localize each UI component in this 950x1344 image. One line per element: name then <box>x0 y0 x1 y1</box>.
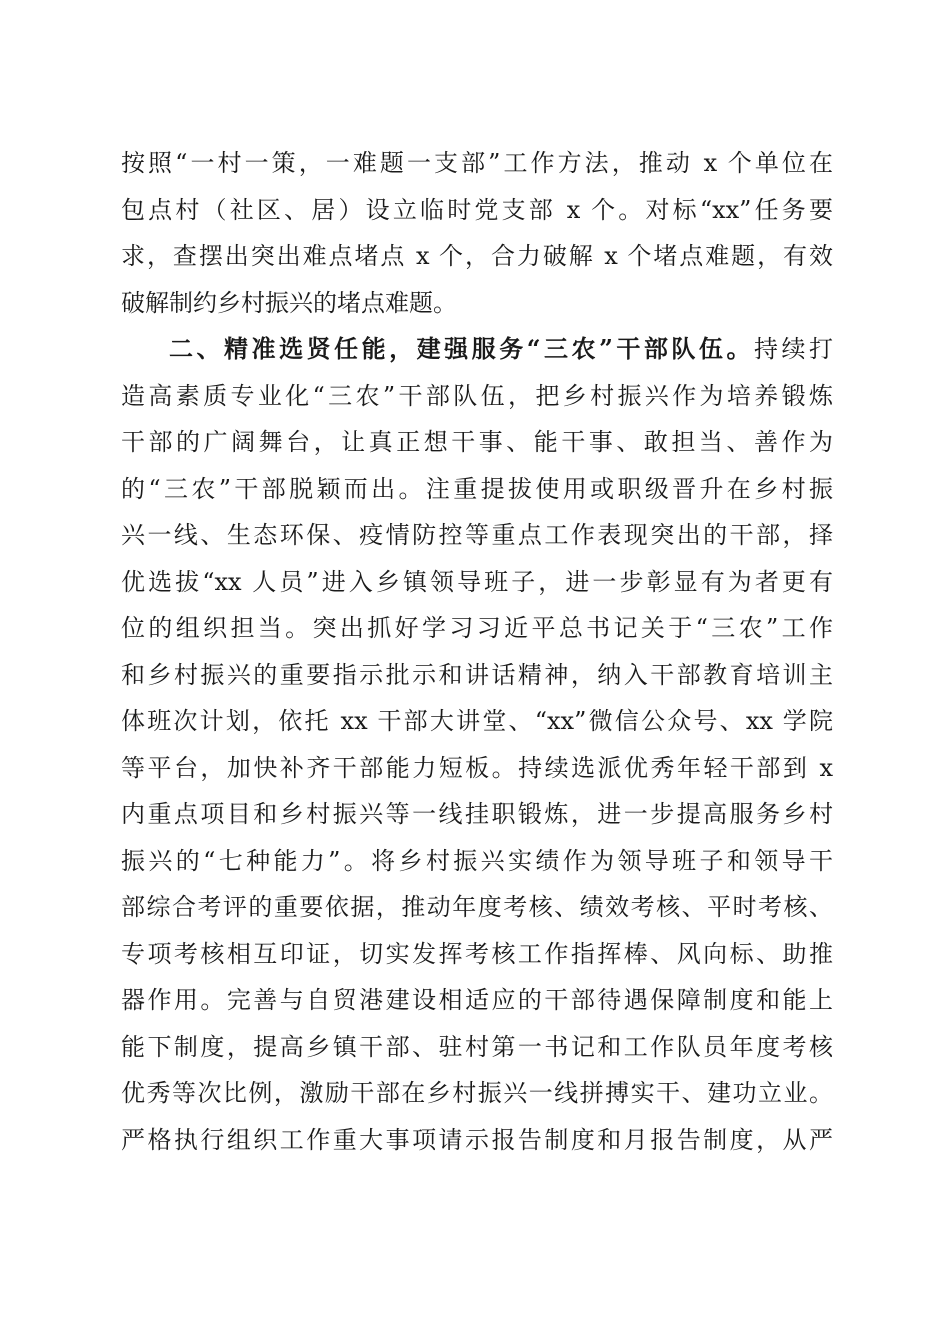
text-line: 能下制度，提高乡镇干部、驻村第一书记和工作队员年度考核 <box>121 1032 833 1061</box>
text-line: 按照“一村一策，一难题一支部”工作方法，推动 x 个单位在 <box>121 149 833 177</box>
text-line: 严格执行组织工作重大事项请示报告制度和月报告制度，从严 <box>121 1125 833 1154</box>
text-line: 造高素质专业化“三农”干部队伍，把乡村振兴作为培养锻炼 <box>121 381 833 410</box>
text-line: 专项考核相互印证，切实发挥考核工作指挥棒、风向标、助推 <box>121 939 833 968</box>
text-line: 部综合考评的重要依据，推动年度考核、绩效考核、平时考核、 <box>121 893 833 921</box>
paragraph-2-first-line <box>121 326 833 373</box>
paragraph-2 <box>121 326 833 1163</box>
text-line: 振兴的“七种能力”。将乡村振兴实绩作为领导班子和领导干 <box>121 846 833 875</box>
section-heading: 二、精准选贤任能，建强服务“三农”干部队伍。 <box>169 334 754 363</box>
text-line: 破解制约乡村振兴的堵点难题。 <box>121 288 457 317</box>
body-text <box>121 140 833 1163</box>
text-line: 包点村（社区、居）设立临时党支部 x 个。对标“xx”任务要 <box>121 195 833 224</box>
text-line: 的“三农”干部脱颖而出。注重提拔使用或职级晋升在乡村振 <box>121 474 833 503</box>
text-line: 内重点项目和乡村振兴等一线挂职锻炼，进一步提高服务乡村 <box>121 800 833 828</box>
text-line: 优选拔“xx 人员”进入乡镇领导班子，进一步彰显有为者更有 <box>121 567 833 596</box>
text-line-rest: 持续打 <box>753 335 834 363</box>
text-line: 求，查摆出突出难点堵点 x 个，合力破解 x 个堵点难题，有效 <box>121 242 833 270</box>
text-line: 体班次计划，依托 xx 干部大讲堂、“xx”微信公众号、xx 学院 <box>121 707 833 735</box>
paragraph-1 <box>121 140 833 326</box>
text-line: 优秀等次比例，激励干部在乡村振兴一线拼搏实干、建功立业。 <box>121 1079 833 1107</box>
text-line: 等平台，加快补齐干部能力短板。持续选派优秀年轻干部到 x <box>121 753 833 782</box>
text-line: 位的组织担当。突出抓好学习习近平总书记关于“三农”工作 <box>121 614 833 642</box>
text-line: 干部的广阔舞台，让真正想干事、能干事、敢担当、善作为 <box>121 428 833 456</box>
text-line: 器作用。完善与自贸港建设相适应的干部待遇保障制度和能上 <box>121 986 833 1014</box>
text-line: 兴一线、生态环保、疫情防控等重点工作表现突出的干部，择 <box>121 521 833 549</box>
text-line: 和乡村振兴的重要指示批示和讲话精神，纳入干部教育培训主 <box>121 660 833 689</box>
